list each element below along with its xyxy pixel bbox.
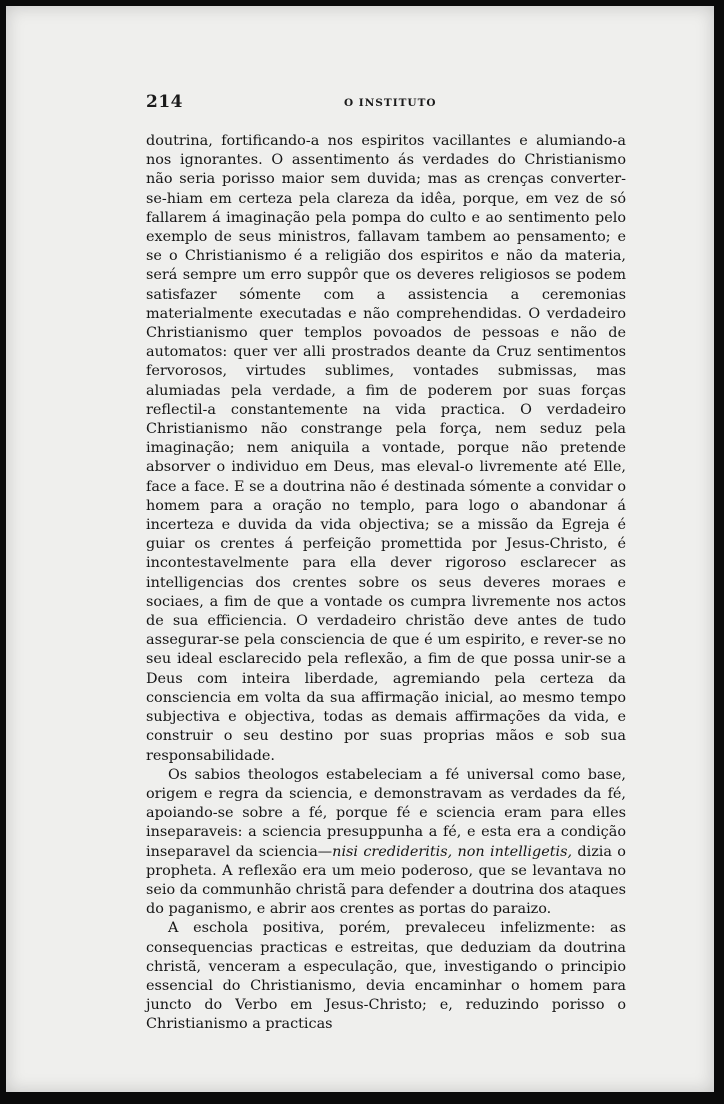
paragraph-2 — [146, 766, 626, 920]
paragraph-2-end: dizia o propheta. A reflexão era um meio poderoso, que se levantava no seio da communhão christã para defender a doutrina dos ataques do paganismo, e abrir aos crentes as portas do paraizo. — [146, 843, 626, 918]
running-title: O INSTITUTO — [344, 97, 437, 109]
paragraph-2-start: Os sabios theologos estabeleciam a fé universal como base, origem e regra da sciencia, e demonstravam as verdades da fé, apoiando-se sobre a fé, porque fé e sciencia eram para elles inseparaveis: a sciencia presuppunha a fé, e esta era a condição inseparavel da sciencia— — [146, 766, 626, 860]
paragraph-3: A eschola positiva, porém, prevaleceu infelizmente: as consequencias practicas e estreitas, que deduziam da doutrina christã, venceram a especulação, que, investigando o principio essencial do Christianismo, devia encaminhar o homem para juncto do Verbo em Jesus-Christo; e, reduzindo porisso o Christianismo a practicas — [146, 920, 626, 1033]
page-number: 214 — [146, 92, 183, 112]
running-head — [146, 92, 624, 116]
latin-quote: nisi credideritis, non intelligetis, — [332, 843, 573, 860]
paragraph-1: doutrina, fortificando-a nos espiritos vacillantes e alumiando-a nos ignorantes. O assentimento ás verdades do Christianismo não seria porisso maior sem duvida; mas as crenças converter-se-hiam em certeza pela clareza da idêa, porque, em vez de só fallarem á imaginação pela pompa do culto e ao sentimento pelo exemplo de seus ministros, fallavam tambem ao pensamento; e se o Christianismo é a religião dos espiritos e não da materia, será sempre um erro suppôr que os deveres religiosos se podem satisfazer sómente com a assistencia a ceremonias materialmente executadas e não comprehendidas. O verdadeiro Christianismo quer templos povoados de pessoas e não de automatos: quer ver alli prostrados deante da Cruz sentimentos fervorosos, virtudes sublimes, vontades submissas, mas alumiadas pela verdade, a fim de poderem por suas forças reflectil-a constantemente na vida practica. O verdadeiro Christianismo não constrange pela força, nem seduz pela imaginação; nem aniquila a vontade, porque não pretende absorver o individuo em Deus, mas eleval-o livremente até Elle, face a face. E se a doutrina não é destinada sómente a convidar o homem para a oração no templo, para logo o abandonar á incerteza e duvida da vida objectiva; se a missão da Egreja é guiar os crentes á perfeição promettida por Jesus-Christo, é incontestavelmente para ella dever rigoroso esclarecer as intelligencias dos crentes sobre os seus deveres moraes e sociaes, a fim de que a vontade os cumpra livremente nos actos de sua efficiencia. O verdadeiro christão deve antes de tudo assegurar-se pela consciencia de que é um espirito, e rever-se no seu ideal esclarecido pela reflexão, a fim de que possa unir-se a Deus com inteira liberdade, agremiando pela certeza da consciencia em volta da sua affirmação inicial, ao mesmo tempo subjectiva e objectiva, todas as demais affirmações da vida, e construir o seu destino por suas proprias mãos e sob sua responsabilidade. — [146, 133, 626, 764]
body-text — [146, 132, 626, 1035]
book-page — [6, 6, 714, 1092]
